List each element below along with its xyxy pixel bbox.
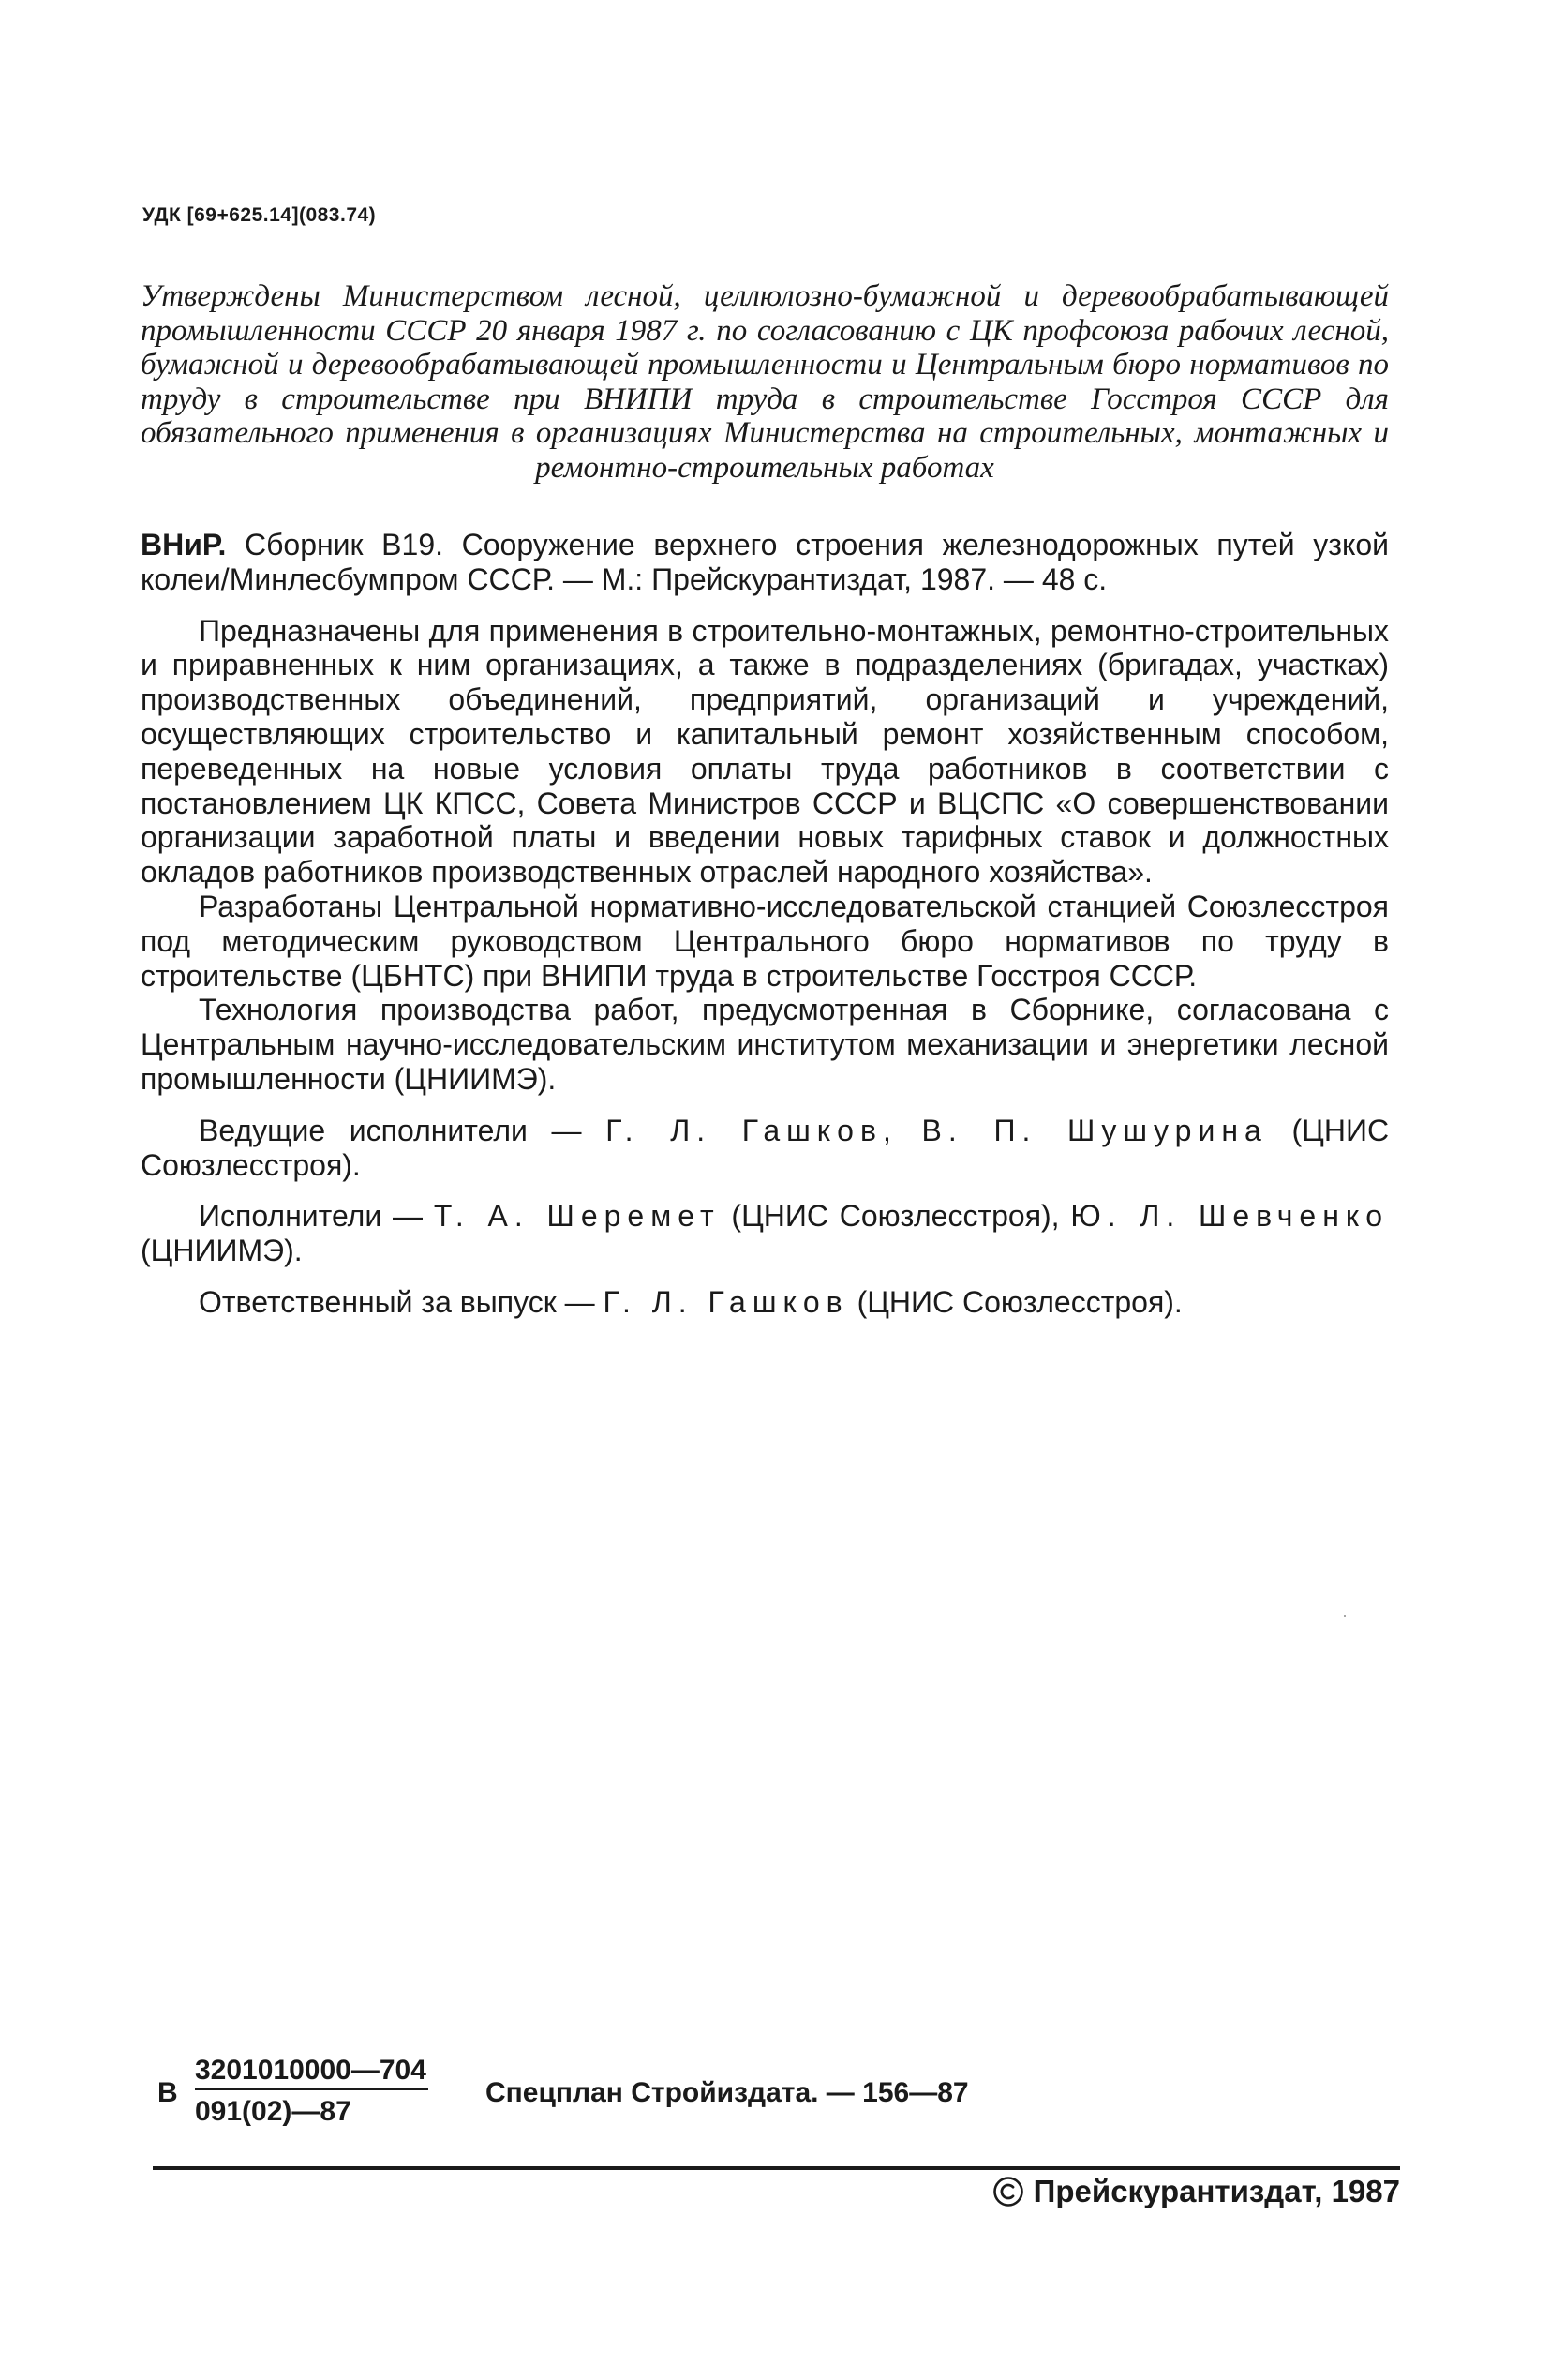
catalog-letter: В	[157, 2077, 178, 2108]
copyright-icon	[992, 2176, 1024, 2208]
developed-paragraph: Разработаны Центральной нормативно-исследовательской станцией Союзлесстроя под методическим руководством Центрального бюро нормативов по труду в строительстве (ЦБНТС) при ВНИПИ труда в строительстве Госстроя СССР.	[141, 889, 1389, 993]
bibliographic-title: ВНиР.	[141, 528, 227, 561]
approval-statement: Утверждены Министерством лесной, целлюлозно-бумажной и деревообрабатывающей промышленности СССР 20 января 1987 г. по согласованию с ЦК профсоюза рабочих лесной, бумажной и деревообрабатывающей промышленности и Центральным бюро нормативов по труду в строительстве при ВНИПИ труда в строительстве Госстроя СССР для обязательного применения в организациях Министерства на строительных, монтажных и ремонтно-строительных работах	[141, 279, 1389, 485]
purpose-paragraph: Предназначены для применения в строительно-монтажных, ремонтно-строительных и приравненных к ним организациях, а также в подразделениях (бригадах, участках) производственных объединений, предприятий, организаций и учреждений, осуществляющих строительство и капитальный ремонт хозяйственным способом, переведенных на новые условия оплаты труда работников в соответствии с постановлением ЦК КПСС, Совета Министров СССР и ВЦСПС «О совершенствовании организации заработной платы и введении новых тарифных ставок и должностных окладов работников производственных отраслей народного хозяйства».	[141, 613, 1389, 890]
responsible-name: Г. Л. Гашков	[603, 1284, 849, 1319]
executors-label: Исполнители —	[199, 1199, 424, 1234]
lead-executor-name: В. П. Шушурина	[921, 1113, 1268, 1147]
technology-paragraph: Технология производства работ, предусмотренная в Сборнике, согласована с Центральным научно-исследовательским институтом механизации и энергетики лесной промышленности (ЦНИИМЭ).	[141, 993, 1389, 1096]
divider-line	[153, 2166, 1400, 2170]
executor-org: (ЦНИС Союзлесстроя),	[731, 1199, 1060, 1234]
scan-speck	[1344, 1615, 1346, 1617]
lead-executors-org: (ЦНИС Союзлесстроя).	[141, 1113, 1390, 1182]
main-text	[141, 528, 1389, 1320]
executor-org: (ЦНИИМЭ).	[141, 1234, 303, 1268]
executor-name: Т. А. Шеремет	[433, 1199, 721, 1234]
bibliographic-description: Сборник В19. Сооружение верхнего строения железнодорожных путей узкой колеи/Минлесбумпром СССР. — М.: Прейскурантиздат, 1987. — 48 с.	[141, 528, 1390, 596]
copyright-text: Прейскурантиздат, 1987	[1033, 2174, 1400, 2208]
udk-code: УДК [69+625.14](083.74)	[142, 204, 377, 226]
catalog-numerator: 3201010000—704	[195, 2055, 428, 2090]
catalog-index	[157, 2055, 1001, 2148]
lead-executors-label: Ведущие исполнители —	[199, 1113, 582, 1147]
lead-executor-name: Г. Л. Гашков,	[605, 1113, 898, 1147]
responsible-org: (ЦНИС Союзлесстроя).	[857, 1284, 1183, 1319]
executors	[141, 1199, 1389, 1268]
publishing-plan: Спецплан Стройиздата. — 156—87	[485, 2077, 969, 2108]
catalog-denominator: 091(02)—87	[195, 2096, 351, 2127]
catalog-fraction	[195, 2055, 428, 2128]
responsible-label: Ответственный за выпуск —	[199, 1284, 595, 1319]
lead-executors	[141, 1114, 1389, 1183]
bibliographic-entry	[141, 528, 1389, 597]
executor-name: Ю. Л. Шевченко	[1070, 1199, 1390, 1234]
copyright-line	[992, 2171, 1400, 2212]
responsible-person	[141, 1285, 1389, 1320]
